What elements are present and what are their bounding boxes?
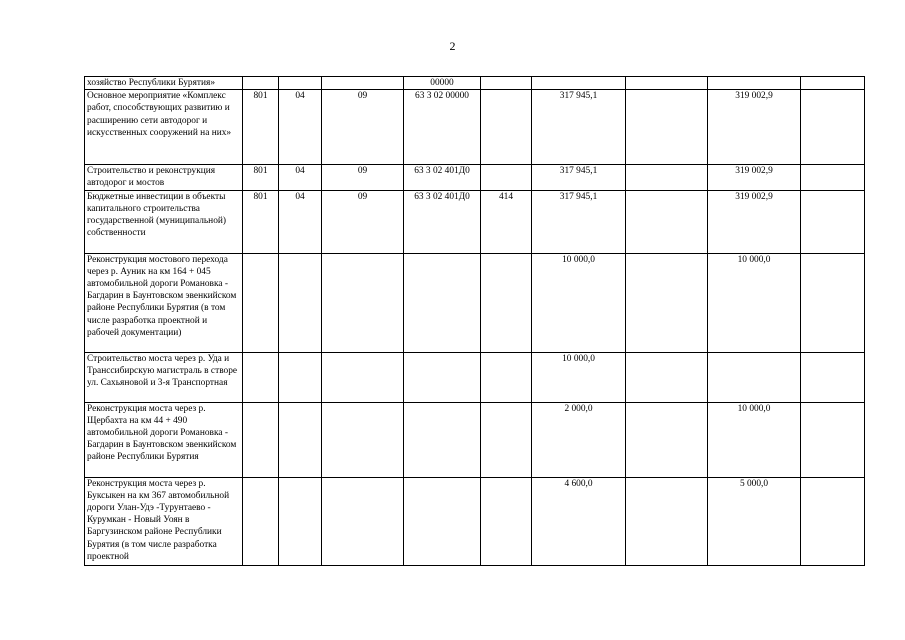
row-name: Основное мероприятие «Комплекс работ, способствующих развитию и расширению сети автодорог и искусственных сооружений на них» xyxy=(85,90,243,165)
sum2-cell xyxy=(626,165,708,190)
grbs-cell xyxy=(243,477,279,565)
sum4-cell xyxy=(801,477,865,565)
row-name: хозяйство Республики Бурятия» xyxy=(85,77,243,90)
grbs-cell xyxy=(243,352,279,402)
sum2-cell xyxy=(626,352,708,402)
sum4-cell xyxy=(801,77,865,90)
rz-cell: 04 xyxy=(279,90,322,165)
vr-cell xyxy=(481,165,532,190)
sum4-cell xyxy=(801,253,865,352)
row-name: Реконструкция моста через р. Буксыкен на км 367 автомобильной дороги Улан-Удэ -Турунтаево - Курумкан - Новый Уоян в Баргузинском районе Республики Бурятия (в том числе разработка проектной xyxy=(85,477,243,565)
sum2-cell xyxy=(626,77,708,90)
sum1-cell: 2 000,0 xyxy=(532,402,626,477)
pr-cell xyxy=(322,352,404,402)
pr-cell: 09 xyxy=(322,190,404,253)
csr-cell: 63 3 02 401Д0 xyxy=(404,165,481,190)
sum2-cell xyxy=(626,477,708,565)
sum3-cell: 319 002,9 xyxy=(708,190,801,253)
sum3-cell: 319 002,9 xyxy=(708,165,801,190)
vr-cell xyxy=(481,90,532,165)
rz-cell xyxy=(279,402,322,477)
vr-cell xyxy=(481,253,532,352)
vr-cell xyxy=(481,477,532,565)
grbs-cell xyxy=(243,253,279,352)
grbs-cell xyxy=(243,402,279,477)
sum1-cell: 317 945,1 xyxy=(532,165,626,190)
csr-cell xyxy=(404,352,481,402)
pr-cell xyxy=(322,77,404,90)
pr-cell xyxy=(322,477,404,565)
pr-cell: 09 xyxy=(322,90,404,165)
table-row xyxy=(85,190,865,253)
table-row xyxy=(85,165,865,190)
csr-cell xyxy=(404,253,481,352)
sum1-cell: 10 000,0 xyxy=(532,253,626,352)
sum2-cell xyxy=(626,402,708,477)
rz-cell xyxy=(279,477,322,565)
sum4-cell xyxy=(801,352,865,402)
sum3-cell: 10 000,0 xyxy=(708,402,801,477)
row-name: Бюджетные инвестиции в объекты капитального строительства государственной (муниципальной) собственности xyxy=(85,190,243,253)
csr-cell xyxy=(404,402,481,477)
sum1-cell: 317 945,1 xyxy=(532,90,626,165)
sum2-cell xyxy=(626,253,708,352)
table-row xyxy=(85,402,865,477)
sum4-cell xyxy=(801,165,865,190)
sum2-cell xyxy=(626,190,708,253)
rz-cell xyxy=(279,352,322,402)
sum4-cell xyxy=(801,90,865,165)
table-row xyxy=(85,77,865,90)
pr-cell xyxy=(322,253,404,352)
table-row xyxy=(85,477,865,565)
pr-cell xyxy=(322,402,404,477)
sum3-cell: 5 000,0 xyxy=(708,477,801,565)
row-name: Строительство и реконструкция автодорог и мостов xyxy=(85,165,243,190)
row-name: Строительство моста через р. Уда и Транссибирскую магистраль в створе ул. Сахьяновой и 3-я Транспортная xyxy=(85,352,243,402)
csr-cell: 63 3 02 401Д0 xyxy=(404,190,481,253)
sum4-cell xyxy=(801,402,865,477)
sum1-cell: 317 945,1 xyxy=(532,190,626,253)
sum3-cell: 10 000,0 xyxy=(708,253,801,352)
rz-cell: 04 xyxy=(279,165,322,190)
sum1-cell: 4 600,0 xyxy=(532,477,626,565)
csr-cell: 00000 xyxy=(404,77,481,90)
rz-cell: 04 xyxy=(279,190,322,253)
vr-cell xyxy=(481,77,532,90)
table-row xyxy=(85,90,865,165)
table-row xyxy=(85,352,865,402)
row-name: Реконструкция мостового перехода через р. Ауник на км 164 + 045 автомобильной дороги Романовка - Багдарин в Баунтовском эвенкийском районе Республики Бурятия (в том числе разработка проектной и рабочей документации) xyxy=(85,253,243,352)
sum4-cell xyxy=(801,190,865,253)
sum1-cell: 10 000,0 xyxy=(532,352,626,402)
pr-cell: 09 xyxy=(322,165,404,190)
budget-table xyxy=(84,76,865,566)
sum3-cell: 319 002,9 xyxy=(708,90,801,165)
vr-cell xyxy=(481,352,532,402)
row-name: Реконструкция моста через р. Щербахта на км 44 + 490 автомобильной дороги Романовка - Багдарин в Баунтовском эвенкийском районе Республики Бурятия xyxy=(85,402,243,477)
table-row xyxy=(85,253,865,352)
sum3-cell xyxy=(708,77,801,90)
csr-cell xyxy=(404,477,481,565)
sum2-cell xyxy=(626,90,708,165)
grbs-cell: 801 xyxy=(243,190,279,253)
vr-cell xyxy=(481,402,532,477)
page-number: 2 xyxy=(449,39,456,53)
sum3-cell xyxy=(708,352,801,402)
csr-cell: 63 3 02 00000 xyxy=(404,90,481,165)
grbs-cell xyxy=(243,77,279,90)
sum1-cell xyxy=(532,77,626,90)
grbs-cell: 801 xyxy=(243,165,279,190)
vr-cell: 414 xyxy=(481,190,532,253)
rz-cell xyxy=(279,253,322,352)
grbs-cell: 801 xyxy=(243,90,279,165)
rz-cell xyxy=(279,77,322,90)
